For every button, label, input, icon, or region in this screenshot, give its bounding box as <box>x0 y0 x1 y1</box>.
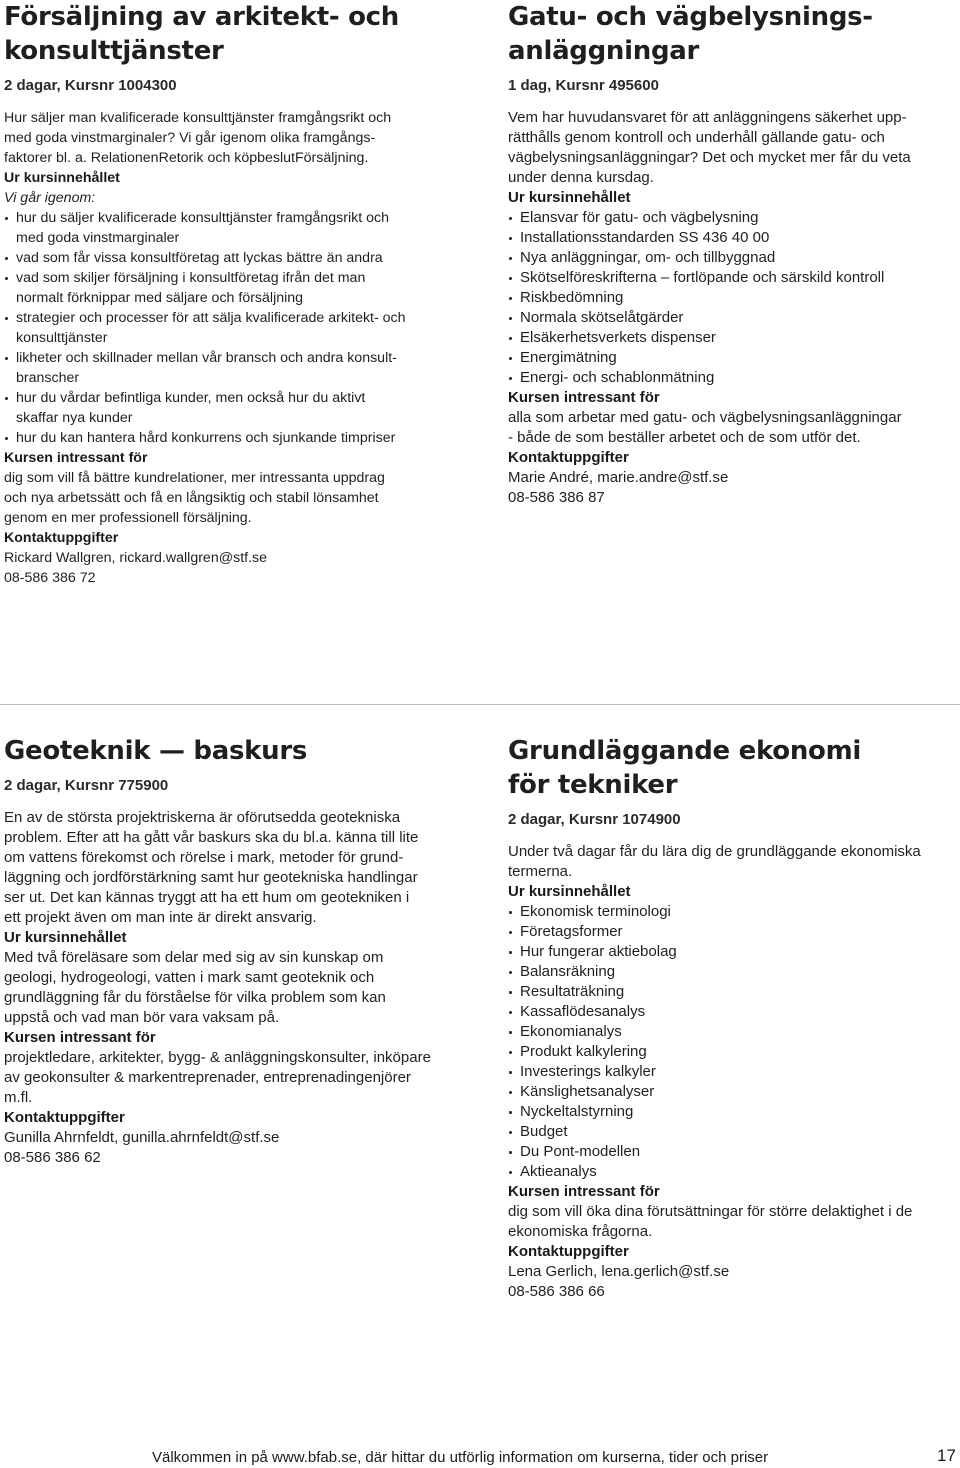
list-item <box>508 248 960 268</box>
intro-line: vägbelysningsanläggningar? Det och mycket mer får du veta <box>508 149 911 166</box>
footer-text: Välkommen in på www.bfab.se, där hittar du utförlig information om kurserna, tider och priser <box>152 1449 769 1466</box>
list-item <box>508 1042 960 1062</box>
list-item-line: hur du säljer kvalificerade konsulttjänster framgångsrikt och <box>16 210 389 226</box>
list-item-line: Balansräkning <box>520 963 616 980</box>
contact-phone: 08-586 386 72 <box>4 570 96 586</box>
list-item <box>508 982 960 1002</box>
list-item <box>508 1162 960 1182</box>
contact-heading: Kontaktuppgifter <box>508 449 629 466</box>
course-title-line: för tekniker <box>508 770 678 800</box>
content-list <box>508 902 960 1182</box>
bullet-icon <box>509 217 512 220</box>
bullet-icon <box>509 337 512 340</box>
bullet-icon <box>509 277 512 280</box>
list-item-line: Elansvar för gatu- och vägbelysning <box>520 209 759 226</box>
list-item-line: Riskbedömning <box>520 289 624 306</box>
course-subtitle: 2 dagar, Kursnr 1004300 <box>4 77 177 94</box>
page-number: 17 <box>937 1446 956 1465</box>
list-item-line: skaffar nya kunder <box>16 410 133 426</box>
contact-heading: Kontaktuppgifter <box>508 1243 629 1260</box>
course-subtitle: 1 dag, Kursnr 495600 <box>508 77 659 94</box>
list-item-line: branscher <box>16 370 80 386</box>
content-line: geologi, hydrogeologi, vatten i mark samt geoteknik och <box>4 969 375 986</box>
list-item <box>4 388 456 428</box>
list-item-line: Installationsstandarden SS 436 40 00 <box>520 229 770 246</box>
contact-phone: 08-586 386 62 <box>4 1149 101 1166</box>
list-item <box>508 268 960 288</box>
list-item-line: hur du kan hantera hård konkurrens och sjunkande timpriser <box>16 430 396 446</box>
course-gatu-vagbelysning <box>508 0 960 508</box>
bullet-icon <box>509 357 512 360</box>
bullet-icon <box>5 357 8 360</box>
section-divider <box>0 704 960 705</box>
bullet-icon <box>5 397 8 400</box>
list-item <box>508 1082 960 1102</box>
bullet-icon <box>509 1111 512 1114</box>
bullet-icon <box>509 1011 512 1014</box>
contact-name: Marie André, marie.andre@stf.se <box>508 469 729 486</box>
list-item <box>4 268 456 308</box>
course-title <box>508 734 960 802</box>
list-item-line: Normala skötselåtgärder <box>520 309 684 326</box>
audience-line: dig som vill öka dina förutsättningar för större delaktighet i de <box>508 1203 913 1220</box>
content-heading: Ur kursinnehållet <box>508 883 631 900</box>
list-item <box>4 248 456 268</box>
intro-line: om vattens förekomst och rörelse i mark, metoder för grund- <box>4 849 404 866</box>
content-line: uppstå och vad man bör vara vaksam på. <box>4 1009 280 1026</box>
bullet-icon <box>509 1131 512 1134</box>
list-item-line: Energimätning <box>520 349 617 366</box>
content-list <box>4 208 456 448</box>
content-lead: Vi går igenom: <box>4 190 96 206</box>
list-item <box>508 1002 960 1022</box>
list-item-line: Nyckeltalstyrning <box>520 1103 634 1120</box>
course-title <box>508 0 960 68</box>
audience-line: projektledare, arkitekter, bygg- & anläggningskonsulter, inköpare <box>4 1049 431 1066</box>
bullet-icon <box>509 377 512 380</box>
list-item-line: Aktieanalys <box>520 1163 597 1180</box>
audience-line: alla som arbetar med gatu- och vägbelysningsanläggningar <box>508 409 902 426</box>
course-geoteknik <box>4 734 456 1168</box>
intro-line: Under två dagar får du lära dig de grundläggande ekonomiska <box>508 843 921 860</box>
intro-line: Vem har huvudansvaret för att anläggningens säkerhet upp- <box>508 109 907 126</box>
course-title <box>4 0 456 68</box>
list-item <box>508 368 960 388</box>
course-title-line: anläggningar <box>508 36 700 66</box>
list-item-line: hur du vårdar befintliga kunder, men också hur du aktivt <box>16 390 366 406</box>
content-line: Med två föreläsare som delar med sig av sin kunskap om <box>4 949 384 966</box>
course-title-line: konsulttjänster <box>4 36 224 66</box>
contact-phone: 08-586 386 87 <box>508 489 605 506</box>
bullet-icon <box>509 931 512 934</box>
list-item-line: Energi- och schablonmätning <box>520 369 715 386</box>
bullet-icon <box>5 257 8 260</box>
list-item <box>508 1122 960 1142</box>
audience-line: genom en mer professionell försäljning. <box>4 510 252 526</box>
list-item <box>508 1062 960 1082</box>
course-title-line: Gatu- och vägbelysnings- <box>508 2 873 32</box>
bullet-icon <box>5 277 8 280</box>
audience-line: och nya arbetssätt och få en långsiktig och stabil lönsamhet <box>4 490 379 506</box>
intro-line: ett projekt även om man inte är direkt ansvarig. <box>4 909 317 926</box>
list-item <box>508 288 960 308</box>
contact-phone: 08-586 386 66 <box>508 1283 605 1300</box>
audience-heading: Kursen intressant för <box>4 1029 156 1046</box>
contact-name: Rickard Wallgren, rickard.wallgren@stf.se <box>4 550 268 566</box>
bullet-icon <box>509 991 512 994</box>
list-item-line: normalt förknippar med säljare och försäljning <box>16 290 304 306</box>
bullet-icon <box>509 951 512 954</box>
bullet-icon <box>509 237 512 240</box>
list-item <box>508 208 960 228</box>
list-item-line: likheter och skillnader mellan vår bransch och andra konsult- <box>16 350 397 366</box>
list-item-line: Ekonomianalys <box>520 1023 622 1040</box>
list-item <box>508 942 960 962</box>
list-item <box>508 1102 960 1122</box>
list-item <box>508 308 960 328</box>
list-item <box>508 1022 960 1042</box>
contact-heading: Kontaktuppgifter <box>4 530 119 546</box>
list-item-line: Elsäkerhetsverkets dispenser <box>520 329 716 346</box>
course-title-line: Geoteknik — baskurs <box>4 736 308 766</box>
course-forsaljning <box>4 0 456 588</box>
intro-line: under denna kursdag. <box>508 169 654 186</box>
content-heading: Ur kursinnehållet <box>508 189 631 206</box>
intro-line: termerna. <box>508 863 573 880</box>
bullet-icon <box>509 1091 512 1094</box>
bullet-icon <box>509 971 512 974</box>
bullet-icon <box>509 1031 512 1034</box>
intro-line: Hur säljer man kvalificerade konsulttjänster framgångsrikt och <box>4 110 392 126</box>
list-item <box>4 308 456 348</box>
intro-line: med goda vinstmarginaler? Vi går igenom olika framgångs- <box>4 130 376 146</box>
bullet-icon <box>509 257 512 260</box>
bullet-icon <box>509 1071 512 1074</box>
list-item-line: strategier och processer för att sälja kvalificerade arkitekt- och <box>16 310 406 326</box>
list-item <box>508 902 960 922</box>
bullet-icon <box>5 317 8 320</box>
bullet-icon <box>509 1171 512 1174</box>
list-item-line: Budget <box>520 1123 568 1140</box>
list-item-line: Resultaträkning <box>520 983 625 1000</box>
contact-name: Lena Gerlich, lena.gerlich@stf.se <box>508 1263 730 1280</box>
audience-line: ekonomiska frågorna. <box>508 1223 653 1240</box>
list-item <box>508 328 960 348</box>
bullet-icon <box>509 1151 512 1154</box>
list-item-line: Skötselföreskrifterna – fortlöpande och särskild kontroll <box>520 269 885 286</box>
bullet-icon <box>5 217 8 220</box>
course-subtitle: 2 dagar, Kursnr 1074900 <box>508 811 681 828</box>
list-item-line: med goda vinstmarginaler <box>16 230 180 246</box>
audience-heading: Kursen intressant för <box>4 450 148 466</box>
list-item <box>508 922 960 942</box>
list-item <box>508 962 960 982</box>
course-title-line: Försäljning av arkitekt- och <box>4 2 399 32</box>
contact-heading: Kontaktuppgifter <box>4 1109 125 1126</box>
content-list <box>508 208 960 388</box>
audience-line: dig som vill få bättre kundrelationer, mer intressanta uppdrag <box>4 470 385 486</box>
list-item-line: Produkt kalkylering <box>520 1043 647 1060</box>
audience-line: - både de som beställer arbetet och de som utför det. <box>508 429 861 446</box>
list-item-line: Hur fungerar aktiebolag <box>520 943 677 960</box>
list-item-line: Ekonomisk terminologi <box>520 903 671 920</box>
audience-line: av geokonsulter & markentreprenader, entreprenadingenjörer <box>4 1069 411 1086</box>
content-line: grundläggning får du förståelse för vilka problem som kan <box>4 989 386 1006</box>
list-item-line: konsulttjänster <box>16 330 108 346</box>
list-item-line: vad som får vissa konsultföretag att lyckas bättre än andra <box>16 250 383 266</box>
bullet-icon <box>509 1051 512 1054</box>
audience-heading: Kursen intressant för <box>508 389 660 406</box>
bullet-icon <box>509 297 512 300</box>
list-item <box>508 348 960 368</box>
list-item-line: Investerings kalkyler <box>520 1063 656 1080</box>
list-item-line: Känslighetsanalyser <box>520 1083 655 1100</box>
contact-name: Gunilla Ahrnfeldt, gunilla.ahrnfeldt@stf.se <box>4 1129 280 1146</box>
list-item-line: Företagsformer <box>520 923 623 940</box>
course-subtitle: 2 dagar, Kursnr 775900 <box>4 777 169 794</box>
course-title <box>4 734 456 768</box>
list-item <box>4 208 456 248</box>
intro-line: läggning och jordförstärkning samt hur geotekniska handlingar <box>4 869 418 886</box>
list-item-line: Nya anläggningar, om- och tillbyggnad <box>520 249 776 266</box>
list-item-line: Kassaflödesanalys <box>520 1003 646 1020</box>
content-heading: Ur kursinnehållet <box>4 170 120 186</box>
intro-line: rätthålls genom kontroll och underhåll gällande gatu- och <box>508 129 885 146</box>
intro-line: En av de största projektriskerna är oförutsedda geotekniska <box>4 809 401 826</box>
content-heading: Ur kursinnehållet <box>4 929 127 946</box>
course-title-line: Grundläggande ekonomi <box>508 736 861 766</box>
course-grundlaggande-ekonomi <box>508 734 960 1302</box>
bullet-icon <box>5 437 8 440</box>
bullet-icon <box>509 911 512 914</box>
list-item-line: Du Pont-modellen <box>520 1143 641 1160</box>
list-item <box>508 1142 960 1162</box>
list-item <box>508 228 960 248</box>
list-item-line: vad som skiljer försäljning i konsultföretag ifrån det man <box>16 270 366 286</box>
intro-line: faktorer bl. a. RelationenRetorik och köpbeslutFörsäljning. <box>4 150 369 166</box>
intro-line: ser ut. Det kan kännas tryggt att ha ett hum om geotekniken i <box>4 889 410 906</box>
list-item <box>4 428 456 448</box>
intro-line: problem. Efter att ha gått vår baskurs ska du bl.a. känna till lite <box>4 829 419 846</box>
audience-line: m.fl. <box>4 1089 33 1106</box>
audience-heading: Kursen intressant för <box>508 1183 660 1200</box>
list-item <box>4 348 456 388</box>
bullet-icon <box>509 317 512 320</box>
